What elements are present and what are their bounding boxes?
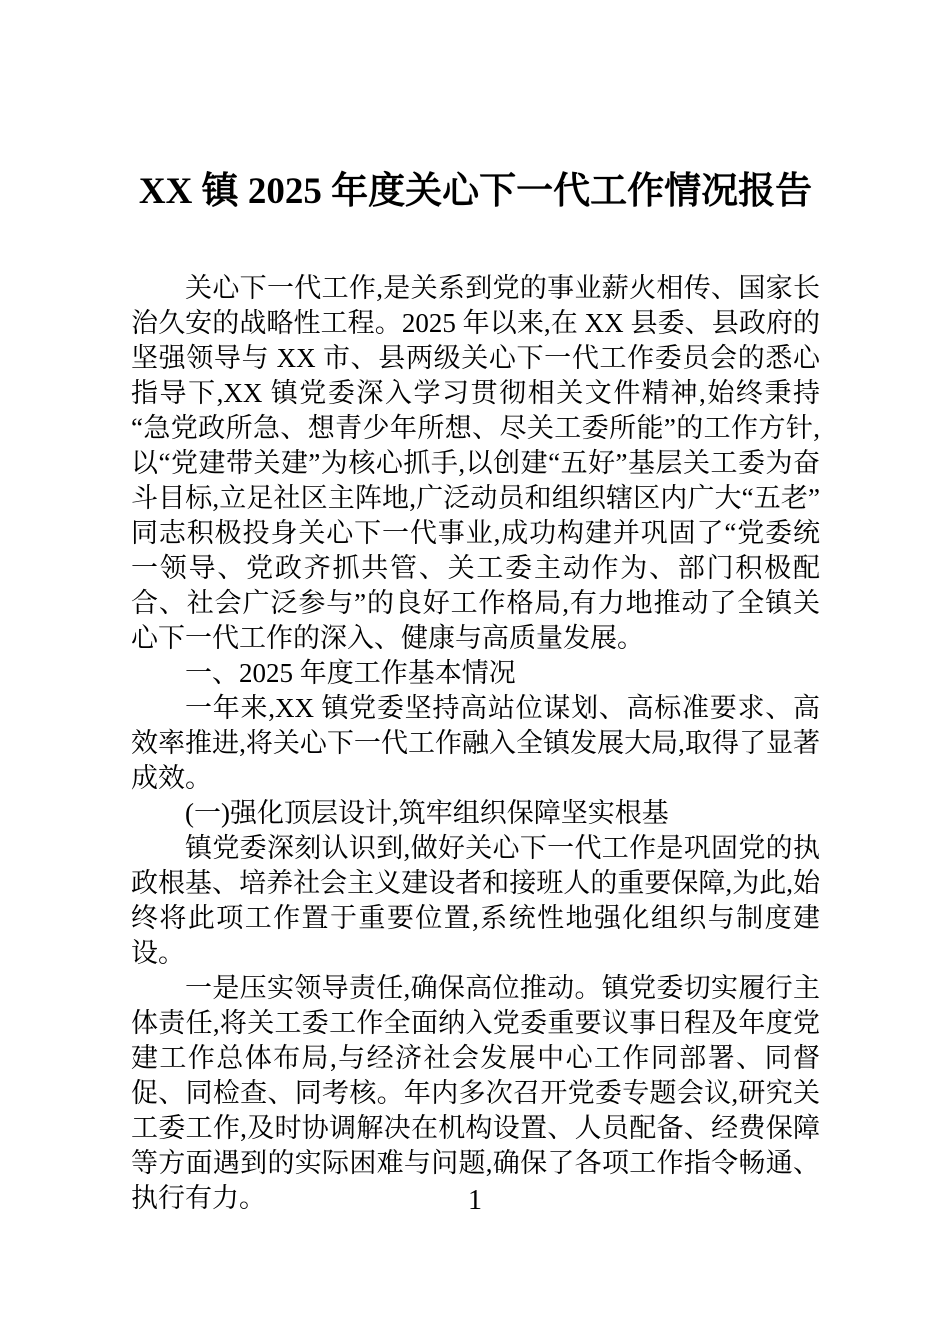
- page-number: 1: [468, 1185, 482, 1216]
- document-content: [131, 0, 820, 1216]
- paragraph-leadership-responsibility: 一是压实领导责任,确保高位推动。镇党委切实履行主体责任,将关工委工作全面纳入党委重要议事日程及年度党建工作总体布局,与经济社会发展中心工作同部署、同督促、同检查、同考核。年内多次召开党委专题会议,研究关工委工作,及时协调解决在机构设置、人员配备、经费保障等方面遇到的实际困难与问题,确保了各项工作指令畅通、执行有力。: [131, 973, 820, 1213]
- paragraph-intro: 关心下一代工作,是关系到党的事业薪火相传、国家长治久安的战略性工程。2025 年以来,在 XX 县委、县政府的坚强领导与 XX 市、县两级关心下一代工作委员会的悉心指导下,XX 镇党委深入学习贯彻相关文件精神,始终秉持“急党政所急、想青少年所想、尽关工委所能”的工作方针,以“党建带关建”为核心抓手,以创建“五好”基层关工委为奋斗目标,立足社区主阵地,广泛动员和组织辖区内广大“五老”同志积极投身关心下一代事业,成功构建并巩固了“党委统一领导、党政齐抓共管、关工委主动作为、部门积极配合、社会广泛参与”的良好工作格局,有力地推动了全镇关心下一代工作的深入、健康与高质量发展。: [131, 273, 820, 653]
- document-title: XX 镇 2025 年度关心下一代工作情况报告: [138, 171, 813, 212]
- paragraph-overview: 一年来,XX 镇党委坚持高站位谋划、高标准要求、高效率推进,将关心下一代工作融入全镇发展大局,取得了显著成效。: [131, 693, 820, 793]
- section-heading-basic-situation: 一、2025 年度工作基本情况: [185, 658, 516, 688]
- paragraph-org-system: 镇党委深刻认识到,做好关心下一代工作是巩固党的执政根基、培养社会主义建设者和接班人的重要保障,为此,始终将此项工作置于重要位置,系统性地强化组织与制度建设。: [131, 833, 820, 968]
- document-body: [131, 271, 820, 1216]
- subsection-heading-top-level-design: (一)强化顶层设计,筑牢组织保障坚实根基: [185, 798, 669, 828]
